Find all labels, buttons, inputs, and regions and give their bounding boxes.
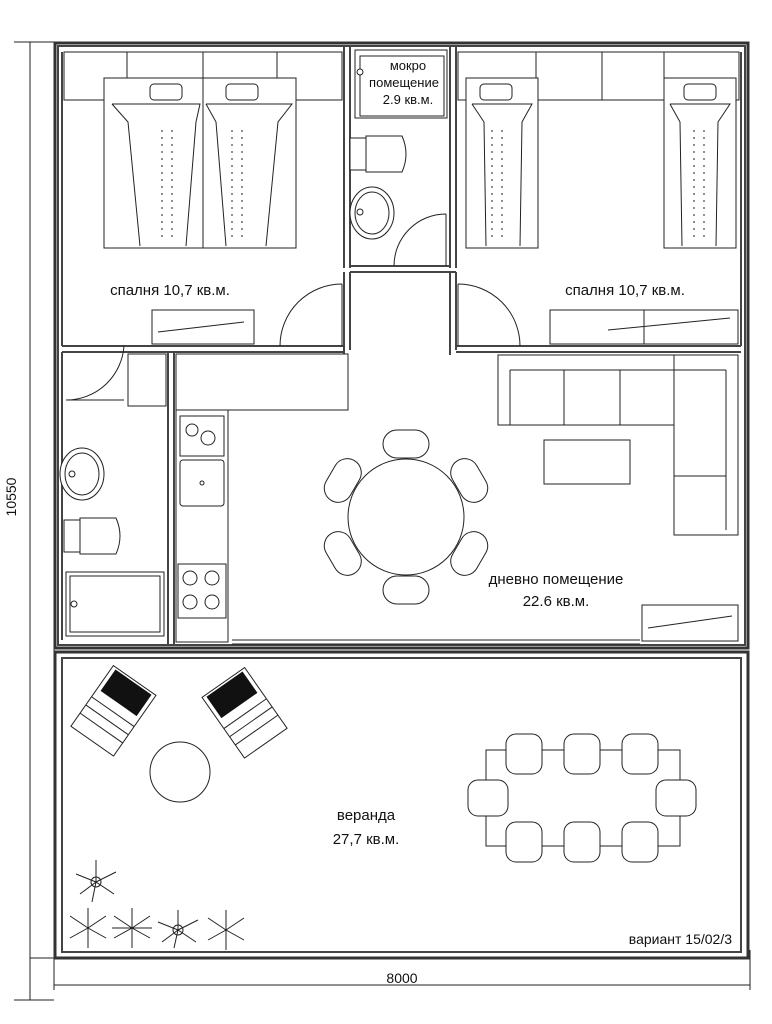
wet-room-label-line2: помещение [369,75,439,90]
right-bedroom-dresser [550,310,738,344]
right-bedroom-door [458,284,520,346]
wet-room-area: 2.9 кв.м. [382,92,434,107]
variant-label: вариант 15/02/3 [628,931,732,947]
left-bedroom-door [280,284,342,346]
veranda-label: веранда [336,807,396,824]
lounge-chair-left [71,666,156,756]
right-bedroom-single-bed-right [664,78,736,248]
right-bedroom-single-bed-left [466,78,538,248]
round-dining-table [319,430,493,604]
sliding-door [232,640,640,644]
lounge-chair-right [202,668,287,758]
veranda-area: 27,7 кв.м. [332,831,400,848]
living-room-label: дневно помещение [488,571,624,588]
tv-stand [642,605,738,641]
kitchen-counter [176,354,348,642]
right-bedroom-label: спалня 10,7 кв.м. [565,282,685,299]
left-bedroom-label: спалня 10,7 кв.м. [110,282,230,299]
height-dimension-label: 10550 [3,477,19,517]
left-bedroom-double-bed [104,78,296,248]
width-dimension-label: 8000 [386,970,418,986]
wet-room-label-line1: мокро [389,58,427,73]
decorative-plants [70,860,244,950]
living-room-area: 22.6 кв.м. [522,593,590,610]
coffee-table [544,440,630,484]
small-round-table [150,742,210,802]
bathroom-fixtures [60,346,166,636]
veranda-dining-table [468,734,696,862]
left-bedroom-dresser [152,310,254,344]
